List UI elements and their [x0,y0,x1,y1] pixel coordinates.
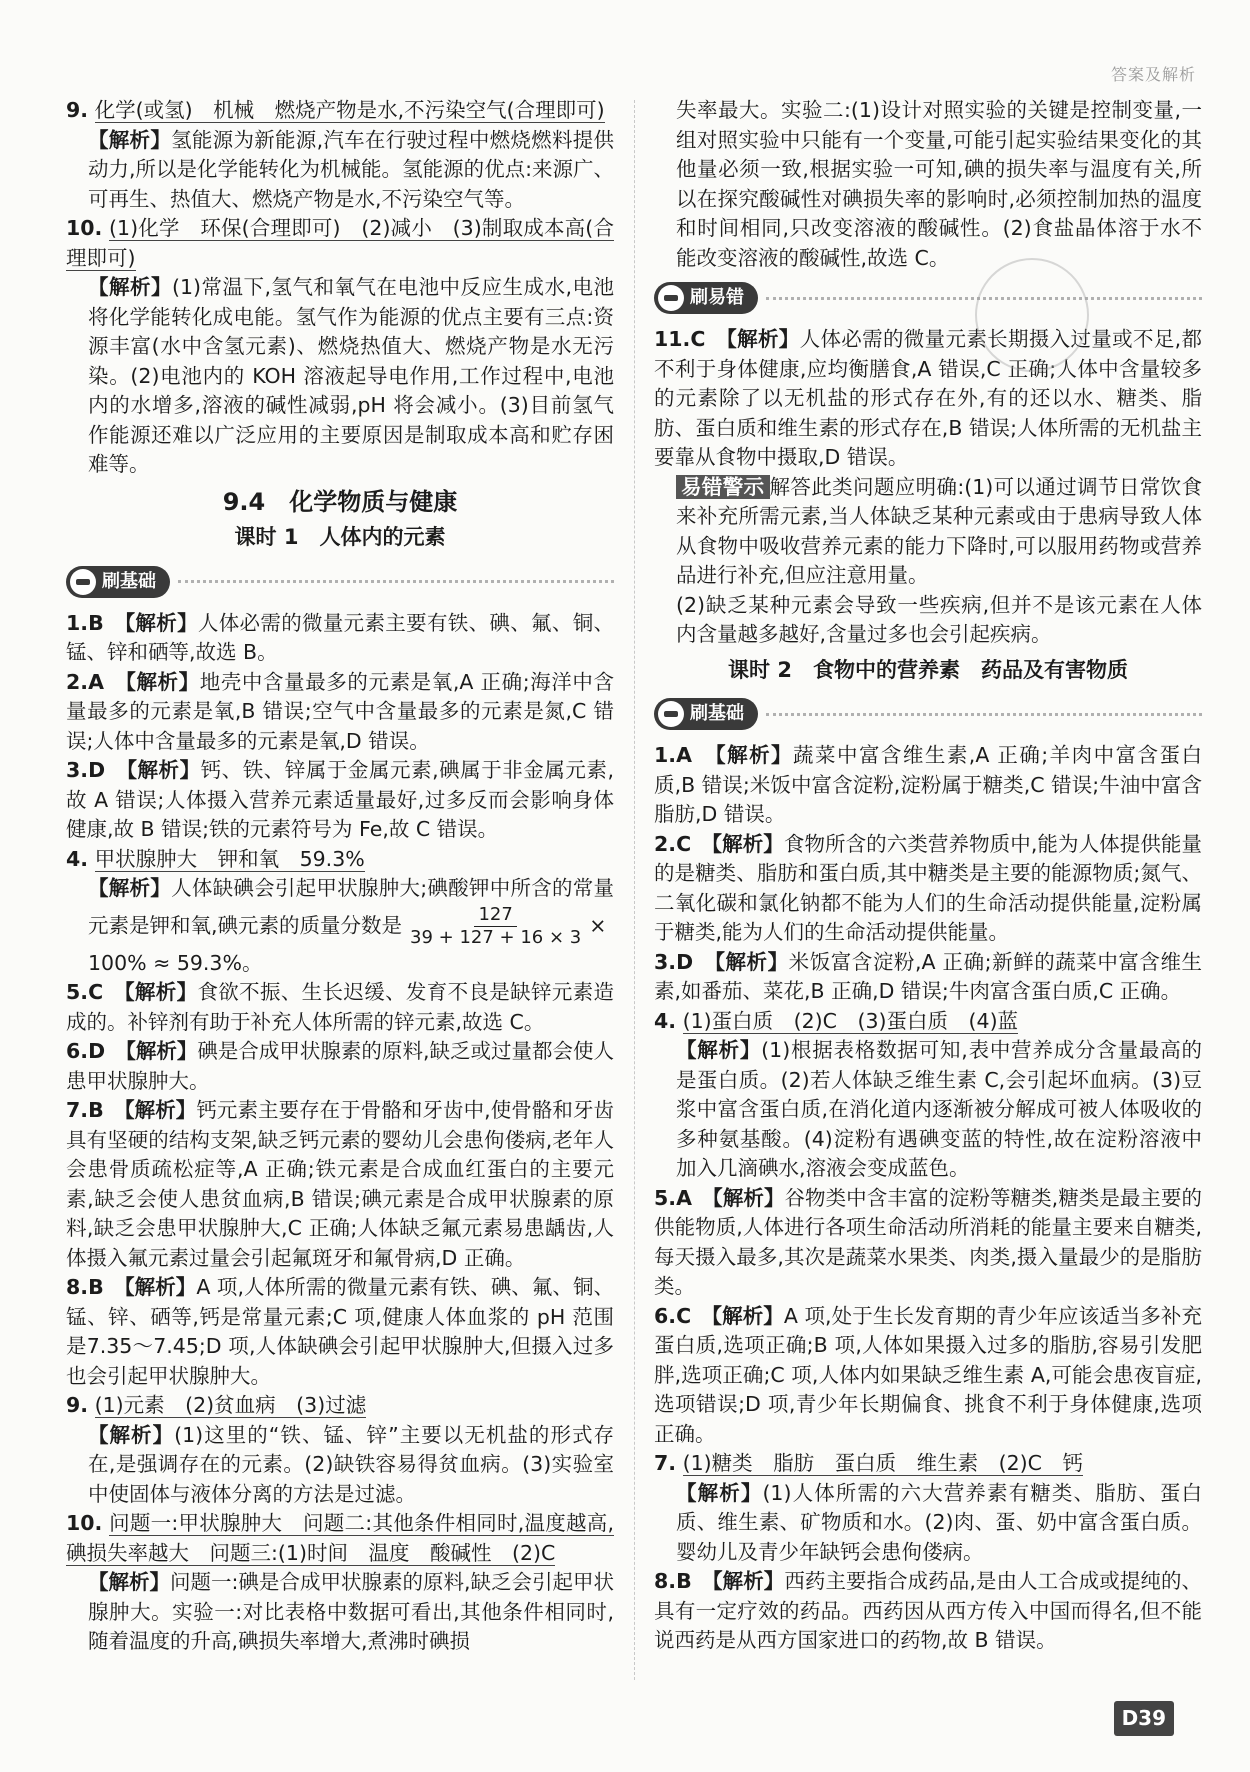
answer-8 [654,1567,1202,1656]
q-answer: D [88,1039,106,1063]
analysis-text: 人体必需的微量元素长期摄入过量或不足,都不利于身体健康,应均衡膳食,A 错误,C 正确;人体中含量较多的元素除了以无机盐的形式存在外,有的还以水、糖类、脂肪、蛋白质和维生素的形式存在,B 错误;人体所需的无机盐主要靠从食物中摄取,D 错误。 [654,327,1203,469]
analysis-tag: 【解析】 [124,1098,197,1122]
answer-item [654,830,1202,948]
q-answer: (1)化学 环保(合理即可) (2)减小 (3)制取成本高(合理即可) [66,216,614,270]
q-answer: B [88,1275,104,1299]
q-answer: (1)糖类 脂肪 蛋白质 维生素 (2)C 钙 [682,1451,1083,1475]
analysis-tag: 【解析】 [88,1570,171,1594]
q-answer: (1)蛋白质 (2)C (3)蛋白质 (4)蓝 [682,1008,1019,1033]
analysis-tag: 【解析】 [88,1422,175,1447]
fraction-denominator: 39 + 127 + 16 × 3 [410,926,582,948]
answer-9b [66,1391,614,1509]
q-answer: A [676,743,692,767]
analysis-text: 食物所含的六类营养物质中,能为人体提供能量的是糖类、脂肪和蛋白质,其中糖类是主要的能源物质;氮气、二氧化碳和氯化钠都不能为人们的生命活动提供能量,淀粉属于糖类,能为人们的生命活动提供能量。 [654,831,1203,944]
banner-error-prone [654,281,1202,315]
answer-item [66,978,614,1037]
fraction [406,904,585,949]
analysis-tag: 【解析】 [711,831,784,856]
analysis-tag: 【解析】 [712,1185,785,1210]
section-title: 9.4 化学物质与健康 [222,487,458,516]
analysis-tag: 【解析】 [88,275,172,299]
q-number: 1. [66,610,89,635]
q-answer: 甲状腺肿大 钾和氧 59.3% [94,846,365,871]
analysis-tag: 【解析】 [125,669,200,694]
analysis-tag: 【解析】 [715,743,794,767]
analysis-tag: 【解析】 [714,949,789,974]
q-answer: B [676,1569,692,1593]
banner-label: 刷基础 [102,570,156,592]
q-answer: C [690,327,706,351]
answer-item [66,609,614,668]
q-answer: B [88,610,104,635]
q-number: 10. [66,1511,103,1535]
q-answer: 化学(或氢) 机械 燃烧产物是水,不污染空气(合理即可) [94,98,605,122]
lesson-title: 课时 1 人体内的元素 [234,525,446,549]
analysis-tag: 【解析】 [676,1480,763,1505]
analysis-text: (1)根据表格数据可知,表中营养成分含量最高的是蛋白质。(2)若人体缺乏维生素 C,会引起坏血病。(3)豆浆中富含蛋白质,在消化道内逐渐被分解成可被人体吸收的多种氨基酸。(4)淀粉有遇碘变蓝的特性,故在淀粉溶液中加入几滴碘水,溶液会变成蓝色。 [676,1038,1202,1180]
q-number: 2. [654,831,677,856]
answer-item [66,1273,614,1391]
analysis-tag: 【解析】 [712,1569,785,1593]
answer-9 [66,96,614,214]
q-number: 3. [66,758,89,782]
analysis-tag: 【解析】 [124,980,198,1004]
q-answer: 问题一:甲状腺肿大 问题二:其他条件相同时,温度越高,碘损失率越大 问题三:(1)时间 温度 酸碱性 (2)C [66,1511,614,1565]
analysis-text: 米饭富含淀粉,A 正确;新鲜的蔬菜中富含维生素,如番茄、菜花,B 正确,D 错误;牛肉富含蛋白质,C 正确。 [654,949,1203,1003]
pencil-icon [658,285,684,311]
banner-basic [654,697,1202,731]
q-number: 9. [66,1393,89,1417]
analysis-tag: 【解析】 [124,1275,197,1299]
answer-item [654,948,1202,1007]
q-number: 1. [654,743,677,767]
analysis-tag: 【解析】 [88,876,172,900]
analysis-tag: 【解析】 [125,1039,198,1063]
continued-analysis: 失率最大。实验二:(1)设计对照实验的关键是控制变量,一组对照实验中只能有一个变量,可能引起实验结果变化的其他量必须一致,根据实验一可知,碘的损失率与温度有关,所以在探究酸碱性对碘损失率的影响时,必须控制加热的温度和时间相同,只改变溶液的酸碱性。(2)食盐晶体溶于水不能改变溶液的酸碱性,故选 C。 [676,98,1202,270]
q-answer: A [676,1185,692,1210]
warning-text: 解答此类问题应明确:(1)可以通过调节日常饮食来补充所需元素,当人体缺乏某种元素或由于患病导致人体从食物中吸收营养元素的能力下降时,可以服用药物或营养品进行补充,但应注意用量。 [676,474,1203,587]
analysis-text: 谷物类中含丰富的淀粉等糖类,糖类是最主要的供能物质,人体进行各项生命活动所消耗的能量主要来自糖类,每天摄入最多,其次是蔬菜水果类、肉类,摄入量最少的是脂肪类。 [654,1185,1203,1298]
pencil-icon [658,701,684,727]
q-answer: C [88,980,104,1004]
analysis-text: (1)这里的“铁、锰、锌”主要以无机盐的形式存在,是强调存在的元素。(2)缺铁容易得贫血病。(3)实验室中使固体与液体分离的方法是过滤。 [88,1422,615,1506]
q-number: 11. [654,327,691,351]
answer-item [66,1037,614,1096]
q-number: 5. [654,1185,677,1210]
times-sign: × [589,913,607,937]
q-number: 5. [66,980,89,1004]
q-answer: A [88,669,104,694]
q-number: 3. [654,949,677,974]
answer-4 [66,845,614,979]
analysis-text: (1)人体所需的六大营养素有糖类、脂肪、蛋白质、维生素、矿物质和水。(2)肉、蛋、奶中富含蛋白质。婴幼儿及青少年缺钙会患佝偻病。 [676,1480,1203,1564]
page-number: D39 [1114,1701,1174,1737]
pencil-icon [70,569,96,595]
analysis-tag: 【解析】 [124,610,198,635]
running-header: 答案及解析 [1110,65,1196,84]
analysis-text: 碘是合成甲状腺素的原料,缺乏或过量都会使人患甲状腺肿大。 [66,1039,615,1093]
banner-label: 刷易错 [690,287,744,309]
error-warning-label: 易错警示 [676,475,770,499]
analysis-tag: 【解析】 [126,758,201,782]
answer-10 [66,214,614,480]
answer-item [654,1302,1202,1450]
column-divider [634,100,635,1680]
lesson-title: 课时 2 食物中的营养素 药品及有害物质 [728,657,1128,682]
analysis-text: 地壳中含量最多的元素是氧,A 正确;海洋中含量最多的元素是氧,B 错误;空气中含量最多的元素是氮,C 错误;人体中含量最多的元素是氧,D 错误。 [66,669,614,753]
analysis-tag: 【解析】 [676,1038,762,1062]
analysis-text: 食欲不振、生长迟缓、发育不良是缺锌元素造成的。补锌剂有助于补充人体所需的锌元素,故选 C。 [66,980,615,1034]
q-number: 6. [66,1039,89,1063]
answer-10b [66,1509,614,1657]
q-answer: D [676,949,694,974]
analysis-text: 钙元素主要存在于骨骼和牙齿中,使骨骼和牙齿具有坚硬的结构支架,缺乏钙元素的婴幼儿会患佝偻病,老年人会患骨质疏松症等,A 正确;铁元素是合成血红蛋白的主要元素,缺乏会使人患贫血病,B 错误;碘元素是合成甲状腺素的原料,缺乏会患甲状腺肿大,C 正确;人体缺乏氟元素易患龋齿,人体摄入氟元素过量会引起氟斑牙和氟骨病,D 正确。 [66,1098,615,1270]
q-answer: D [88,758,106,782]
analysis-text: 钙、铁、锌属于金属元素,碘属于非金属元素,故 A 错误;人体摄入营养元素适量最好,过多反而会影响身体健康,故 B 错误;铁的元素符号为 Fe,故 C 错误。 [66,758,614,841]
q-answer: C [676,831,692,856]
answer-item [66,668,614,757]
analysis-text: 问题一:碘是合成甲状腺素的原料,缺乏会引起甲状腺肿大。实验一:对比表格中数据可看出,其他条件相同时,随着温度的升高,碘损失率增大,煮沸时碘损 [88,1570,615,1653]
analysis-text: 氢能源为新能源,汽车在行驶过程中燃烧燃料提供动力,所以是化学能转化为机械能。氢能源的优点:来源广、可再生、热值大、燃烧产物是水,不污染空气等。 [88,127,615,211]
analysis-text: 人体必需的微量元素主要有铁、碘、氟、铜、锰、锌和硒等,故选 B。 [66,610,615,664]
q-number: 4. [654,1008,677,1033]
answer-item [654,1184,1202,1302]
banner-basic [66,565,614,599]
analysis-text: A 项,人体所需的微量元素有铁、碘、氟、铜、锰、锌、硒等,钙是常量元素;C 项,健康人体血浆的 pH 范围是7.35～7.45;D 项,人体缺碘会引起甲状腺肿大,但摄入过多也会引起甲状腺肿大。 [66,1275,615,1388]
left-column [66,96,614,1657]
analysis-text: 100% ≈ 59.3%。 [88,950,263,975]
right-column [654,96,1202,1656]
analysis-tag: 【解析】 [711,1303,784,1328]
q-number: 7. [66,1098,89,1122]
answer-11 [654,325,1202,650]
answer-item [66,1096,614,1273]
q-number: 10. [66,216,103,240]
analysis-tag: 【解析】 [88,127,172,152]
q-number: 4. [66,846,89,871]
analysis-text: 蔬菜中富含维生素,A 正确;羊肉中富含蛋白质,B 错误;米饭中富含淀粉,淀粉属于糖类,C 错误;牛油中富含脂肪,D 错误。 [654,743,1203,826]
q-number: 9. [66,98,89,122]
warning-text: (2)缺乏某种元素会导致一些疾病,但并不是该元素在人体内含量越多越好,含量过多也会引起疾病。 [676,592,1202,646]
q-answer: C [676,1303,692,1328]
analysis-text: (1)常温下,氢气和氧气在电池中反应生成水,电池将化学能转化成电能。氢气作为能源的优点主要有三点:资源丰富(水中含氢元素)、燃烧热值大、燃烧产物是水无污染。(2)电池内的 KOH 溶液起导电作用,工作过程中,电池内的水增多,溶液的碱性减弱,pH 将会减小。(3)目前氢气作能源还难以广泛应用的主要原因是制取成本高和贮存困难等。 [88,275,615,476]
q-number: 8. [66,1275,89,1299]
banner-label: 刷基础 [690,703,744,725]
fraction-numerator: 127 [474,904,516,927]
q-number: 8. [654,1569,677,1593]
q-number: 7. [654,1451,677,1475]
q-number: 6. [654,1303,677,1328]
answer-7 [654,1449,1202,1567]
answer-item [66,756,614,845]
analysis-text: A 项,处于生长发育期的青少年应该适当多补充蛋白质,选项正确;B 项,人体如果摄入过多的脂肪,容易引发肥胖,选项正确;C 项,人体内如果缺乏维生素 A,可能会患夜盲症,选项错误;D 项,青少年长期偏食、挑食不利于身体健康,选项正确。 [654,1303,1203,1446]
analysis-text: 西药主要指合成药品,是由人工合成或提纯的、具有一定疗效的药品。西药因从西方传入中国而得名,但不能说西药是从西方国家进口的药物,故 B 错误。 [654,1569,1203,1652]
q-answer: B [88,1098,104,1122]
q-number: 2. [66,669,89,694]
answer-4 [654,1007,1202,1184]
answer-item [654,741,1202,830]
q-answer: (1)元素 (2)贫血病 (3)过滤 [94,1393,367,1417]
analysis-tag: 【解析】 [726,327,800,351]
analysis-text: 人体缺碘会引起甲状腺肿大;碘酸钾中所含的常量元素是钾和氧,碘元素的质量分数是 [88,876,615,937]
